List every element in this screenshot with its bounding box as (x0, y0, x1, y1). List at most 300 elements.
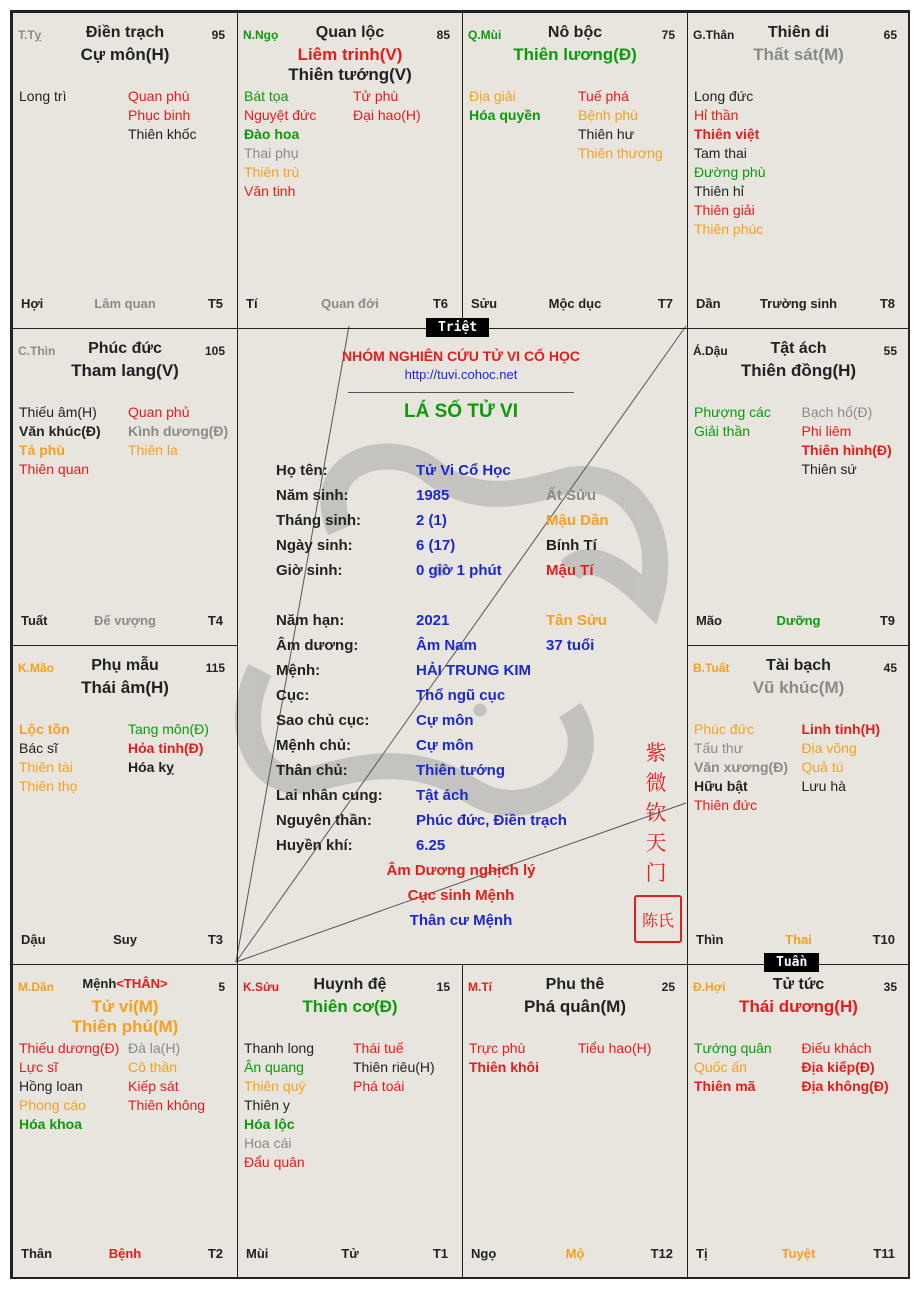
minor-star: Địa không(Đ) (801, 1078, 889, 1094)
palace-footer (238, 1246, 462, 1264)
info-extra: Mậu Dần (546, 512, 609, 529)
can-chi-label: N.Ngọ (243, 28, 279, 42)
palace-age-number: 115 (205, 661, 225, 675)
minor-star: Linh tinh(H) (801, 721, 881, 737)
palace-name (463, 976, 687, 994)
branch-label: Dậu (21, 932, 46, 947)
star-column-right (128, 1039, 231, 1134)
info-row (276, 458, 676, 483)
palace-header (688, 13, 909, 83)
minor-star: Đường phù (694, 164, 766, 180)
minor-star: Điếu khách (801, 1040, 872, 1056)
minor-star: Bạch hổ(Đ) (801, 404, 873, 420)
minor-star: Long đức (694, 88, 754, 104)
minor-star: Thiên trù (244, 164, 300, 180)
palace-header (13, 13, 237, 83)
minor-star: Lộc tồn (19, 721, 70, 737)
main-stars (13, 45, 237, 65)
branch-label: Hợi (21, 296, 44, 311)
info-label: Lai nhân cung: (276, 787, 383, 804)
info-value: Tật ách (416, 787, 469, 804)
can-chi-label: Đ.Hợi (693, 980, 726, 994)
star-column-left (694, 87, 796, 239)
minor-star: Thiếu âm(H) (19, 404, 97, 420)
main-star: Thiên lương(Đ) (513, 45, 637, 64)
palace-name-text: Phụ mẫu (91, 657, 159, 674)
main-stars (688, 361, 909, 381)
palace-footer (13, 296, 237, 314)
star-column-right (802, 1039, 904, 1096)
main-star: Thiên đồng(H) (740, 361, 857, 380)
palace-phu-mau[interactable] (12, 645, 238, 965)
center-info-panel (236, 328, 686, 964)
minor-star: Tam thai (694, 145, 747, 161)
star-column-right (802, 403, 904, 479)
palace-phu-the[interactable] (462, 964, 688, 1279)
chart-note: Âm Dương nghịch lý (386, 862, 536, 879)
can-chi-label: Q.Mùi (468, 28, 502, 42)
info-value: 6 (17) (416, 537, 456, 554)
minor-star: Thiên hình(Đ) (801, 442, 892, 458)
minor-stars (694, 87, 903, 239)
star-column-left (19, 87, 122, 144)
info-label: Nguyên thần: (276, 812, 372, 829)
info-label: Họ tên: (276, 462, 328, 479)
minor-stars (244, 1039, 456, 1172)
palace-age-number: 75 (661, 28, 675, 42)
branch-label: Dần (696, 296, 721, 311)
info-value: 6.25 (416, 837, 446, 854)
minor-stars (244, 87, 456, 201)
palace-header (463, 965, 687, 1035)
minor-stars (469, 87, 681, 163)
info-row (276, 808, 676, 833)
branch-label: Mão (696, 613, 722, 628)
palace-menh[interactable] (12, 964, 238, 1279)
main-stars (463, 45, 687, 65)
month-number: T12 (650, 1246, 673, 1261)
minor-star: Thiên y (244, 1097, 290, 1113)
minor-star: Thiên quan (19, 461, 90, 477)
group-name: NHÓM NGHIÊN CỨU TỬ VI CỔ HỌC (342, 348, 580, 364)
main-stars (688, 678, 909, 698)
info-value: 1985 (416, 487, 450, 504)
life-stage: Suy (113, 932, 137, 947)
month-number: T10 (872, 932, 895, 947)
chart-notes (236, 858, 686, 933)
chart-title: LÁ SỐ TỬ VI (404, 401, 518, 422)
palace-quan-loc[interactable] (237, 12, 463, 329)
minor-star: Thiên khốc (128, 126, 197, 142)
star-column-right (128, 720, 231, 796)
info-value: Tử Vi Cổ Học (416, 462, 511, 479)
minor-star: Phục binh (128, 107, 191, 123)
life-stage: Bệnh (108, 1246, 142, 1261)
main-star: Phá quân(M) (524, 997, 626, 1016)
minor-star: Lực sĩ (19, 1059, 58, 1075)
palace-name-text: Phu thê (545, 976, 605, 993)
info-row (276, 633, 676, 658)
palace-age-number: 5 (218, 980, 225, 994)
minor-star: Thiên sứ (801, 461, 857, 477)
triet-tag: Triệt (426, 318, 489, 337)
info-label: Huyền khí: (276, 837, 353, 854)
palace-age-number: 15 (436, 980, 450, 994)
palace-name-text: Tài bạch (766, 657, 831, 674)
month-number: T11 (873, 1246, 895, 1261)
info-extra: Ất Sửu (546, 487, 597, 504)
minor-star: Thiên hư (578, 126, 635, 142)
chart-note: Thân cư Mệnh (409, 912, 513, 929)
minor-star: Tướng quân (694, 1040, 772, 1056)
minor-star: Thiên riêu(H) (353, 1059, 435, 1075)
seal-calligraphy (636, 738, 676, 888)
minor-star: Thiên thương (578, 145, 663, 161)
branch-label: Tí (246, 296, 258, 311)
minor-star: Quả tú (801, 759, 844, 775)
palace-age-number: 35 (883, 980, 897, 994)
site-link[interactable]: http://tuvi.cohoc.net (404, 367, 518, 382)
info-row (276, 508, 676, 533)
palace-tai-bach[interactable] (687, 645, 910, 965)
life-stage: Tuyệt (781, 1246, 816, 1261)
minor-star: Hoa cái (244, 1135, 292, 1151)
minor-star: Phá toái (353, 1078, 405, 1094)
palace-name-text: Mệnh (82, 976, 117, 991)
minor-star: Thái tuế (353, 1040, 404, 1056)
month-number: T4 (207, 613, 223, 628)
palace-footer (463, 1246, 687, 1264)
seal-character: 门 (645, 861, 667, 885)
palace-age-number: 105 (204, 344, 225, 358)
info-value: Thổ ngũ cục (416, 687, 506, 704)
palace-name (13, 976, 237, 991)
minor-star: Thiên khôi (469, 1059, 539, 1075)
star-column-right (353, 87, 456, 201)
palace-header (238, 13, 462, 83)
info-label: Ngày sinh: (276, 537, 353, 554)
palace-name (688, 657, 909, 675)
info-row (276, 733, 676, 758)
star-column-right (802, 87, 904, 239)
minor-stars (694, 1039, 903, 1096)
palace-name (13, 340, 237, 358)
life-stage: Đế vượng (94, 613, 156, 628)
minor-star: Thiên thọ (19, 778, 78, 794)
minor-star: Thiên mã (694, 1078, 756, 1094)
minor-star: Địa võng (801, 740, 857, 756)
main-star: Thiên phủ(M) (71, 1017, 179, 1036)
can-chi-label: C.Thìn (18, 344, 56, 358)
minor-star: Đà la(H) (128, 1040, 181, 1056)
life-stage: Mộ (565, 1246, 585, 1261)
palace-header (688, 329, 909, 399)
palace-phuc-duc[interactable] (12, 328, 238, 646)
palace-footer (688, 613, 909, 631)
info-value: Âm Nam (416, 637, 477, 654)
minor-star: Bát tọa (244, 88, 289, 104)
can-chi-label: M.Dần (18, 980, 54, 994)
seal-character: 钦 (645, 801, 667, 825)
star-column-right (802, 720, 904, 815)
palace-footer (463, 296, 687, 314)
info-row (276, 833, 676, 858)
minor-star: Hỏa tinh(Đ) (128, 740, 204, 756)
can-chi-label: K.Mão (18, 661, 54, 675)
can-chi-label: Á.Dậu (693, 344, 728, 358)
minor-star: Đẩu quân (244, 1154, 305, 1170)
palace-header (688, 646, 909, 716)
info-row (276, 483, 676, 508)
palace-name (463, 24, 687, 42)
main-stars (688, 45, 909, 65)
minor-star: Đào hoa (244, 126, 300, 142)
minor-star: Quốc ấn (694, 1059, 747, 1075)
minor-star: Tiểu hao(H) (578, 1040, 652, 1056)
info-label: Sao chủ cục: (276, 712, 370, 729)
info-label: Mệnh chủ: (276, 737, 351, 754)
info-value: HẢI TRUNG KIM (416, 662, 531, 679)
palace-name-text: Tật ách (770, 340, 827, 357)
life-stage: Tử (341, 1246, 359, 1261)
minor-star: Văn xương(Đ) (694, 759, 788, 775)
minor-star: Phong cáo (19, 1097, 86, 1113)
palace-age-number: 25 (661, 980, 675, 994)
minor-star: Hóa kỵ (128, 759, 174, 775)
branch-label: Ngọ (471, 1246, 497, 1261)
main-stars (13, 678, 237, 698)
minor-star: Đại hao(H) (353, 107, 421, 123)
main-stars (463, 997, 687, 1017)
minor-star: Ân quang (244, 1059, 304, 1075)
main-stars (238, 997, 462, 1017)
main-star: Thái dương(H) (739, 997, 858, 1016)
star-column-right (128, 87, 231, 144)
info-label: Cục: (276, 687, 310, 704)
info-value: Cự môn (416, 737, 474, 754)
main-star: Cự môn(H) (80, 45, 170, 64)
palace-dien-trach[interactable] (12, 12, 238, 329)
minor-star: Kiếp sát (128, 1078, 179, 1094)
main-stars (13, 997, 237, 1037)
minor-star: Trực phù (469, 1040, 526, 1056)
palace-age-number: 85 (436, 28, 450, 42)
month-number: T7 (657, 296, 673, 311)
minor-star: Phúc đức (694, 721, 754, 737)
minor-stars (694, 403, 903, 479)
tuan-tag: Tuần (764, 953, 819, 972)
palace-tu-tuc[interactable] (687, 964, 910, 1279)
month-number: T1 (432, 1246, 448, 1261)
seal-stamp-text: 陈氏 (641, 910, 674, 930)
minor-star: Cô thần (128, 1059, 178, 1075)
main-star: Thái âm(H) (81, 678, 169, 697)
palace-footer (13, 613, 237, 631)
star-column-left (469, 1039, 572, 1077)
info-row (276, 758, 676, 783)
life-stage: Mộc dục (548, 296, 602, 311)
palace-huynh-de[interactable] (237, 964, 463, 1279)
main-star: Liêm trinh(V) (297, 45, 403, 64)
star-column-left (244, 1039, 347, 1172)
info-label: Âm dương: (276, 637, 359, 654)
palace-footer (13, 1246, 237, 1264)
life-stage: Lâm quan (94, 296, 156, 311)
minor-star: Tuế phá (578, 88, 629, 104)
main-star: Thất sát(M) (753, 45, 844, 64)
star-column-left (694, 720, 796, 815)
palace-name-text: Huynh đệ (313, 976, 387, 993)
minor-star: Địa giải (469, 88, 516, 104)
minor-star: Tả phù (19, 442, 65, 458)
star-column-right (128, 403, 231, 479)
info-extra: 37 tuổi (546, 637, 595, 654)
palace-footer (13, 932, 237, 950)
main-stars (688, 997, 909, 1017)
star-column-left (244, 87, 347, 201)
star-column-left (469, 87, 572, 163)
info-row (276, 533, 676, 558)
seal-character: 紫 (645, 741, 667, 765)
month-number: T3 (207, 932, 223, 947)
info-label: Thân chủ: (276, 762, 348, 779)
than-marker: <THÂN> (116, 976, 168, 991)
minor-star: Hóa lộc (244, 1116, 295, 1132)
palace-name-text: Tử tức (772, 976, 825, 993)
info-value: 2 (1) (416, 512, 447, 529)
main-stars (13, 361, 237, 381)
palace-footer (238, 296, 462, 314)
minor-star: Thiên phúc (694, 221, 764, 237)
tuvi-chart (10, 10, 910, 1279)
palace-name-text: Quan lộc (315, 24, 385, 41)
birth-info-table (276, 458, 676, 858)
star-column-right (353, 1039, 456, 1172)
info-row (276, 708, 676, 733)
minor-star: Hóa quyền (469, 107, 541, 123)
palace-name-text: Thiên di (767, 24, 830, 41)
palace-thien-di[interactable] (687, 12, 910, 329)
star-column-left (19, 720, 122, 796)
star-column-right (578, 87, 681, 163)
info-value: Thiên tướng (416, 762, 506, 779)
seal-stamp-icon (634, 895, 682, 943)
minor-star: Thiên hỉ (694, 183, 744, 199)
palace-age-number: 65 (883, 28, 897, 42)
info-label: Giờ sinh: (276, 562, 343, 579)
minor-star: Quan phủ (128, 404, 190, 420)
seal-character: 天 (645, 831, 667, 855)
branch-label: Mùi (246, 1246, 269, 1261)
info-value: Cự môn (416, 712, 474, 729)
minor-stars (19, 720, 231, 796)
main-star: Tham lang(V) (71, 361, 179, 380)
palace-tat-ach[interactable] (687, 328, 910, 646)
minor-star: Thiên tài (19, 759, 73, 775)
info-label: Mệnh: (276, 662, 321, 679)
branch-label: Tị (696, 1246, 708, 1261)
month-number: T8 (879, 296, 895, 311)
seal-character: 微 (645, 771, 667, 795)
palace-header (13, 965, 237, 1035)
minor-star: Thiếu dương(Đ) (19, 1040, 120, 1056)
info-row (276, 658, 676, 683)
palace-header (13, 646, 237, 716)
minor-star: Văn khúc(Đ) (19, 423, 101, 439)
info-extra: Tân Sửu (546, 612, 607, 629)
minor-stars (19, 403, 231, 479)
can-chi-label: G.Thân (693, 28, 735, 42)
minor-star: Nguyệt đức (244, 107, 317, 123)
palace-header (238, 965, 462, 1035)
minor-star: Thiên đức (694, 797, 758, 813)
main-star: Vũ khúc(M) (752, 678, 845, 697)
minor-star: Tấu thư (694, 740, 744, 756)
star-column-left (19, 1039, 122, 1134)
palace-header (463, 13, 687, 83)
life-stage: Trường sinh (759, 296, 838, 311)
month-number: T2 (207, 1246, 223, 1261)
info-row (276, 558, 676, 583)
branch-label: Thân (21, 1246, 53, 1261)
palace-name (13, 657, 237, 675)
minor-star: Thiên quý (244, 1078, 306, 1094)
minor-star: Hóa khoa (19, 1116, 83, 1132)
palace-header (688, 965, 909, 1035)
main-stars (238, 45, 462, 85)
info-label: Tháng sinh: (276, 512, 361, 529)
info-label: Năm sinh: (276, 487, 349, 504)
info-row (276, 583, 676, 608)
info-row (276, 683, 676, 708)
minor-star: Phượng các (694, 404, 771, 420)
minor-star: Hỉ thần (694, 107, 739, 123)
main-star: Thiên cơ(Đ) (302, 997, 398, 1016)
minor-star: Thiên giải (694, 202, 755, 218)
palace-no-boc[interactable] (462, 12, 688, 329)
palace-name (688, 340, 909, 358)
star-column-left (19, 403, 122, 479)
minor-star: Lưu hà (801, 778, 846, 794)
minor-star: Tử phù (353, 88, 399, 104)
minor-star: Địa kiếp(Đ) (801, 1059, 875, 1075)
info-row (276, 608, 676, 633)
branch-label: Sửu (471, 296, 498, 311)
month-number: T9 (879, 613, 895, 628)
info-extra: Bính Tí (546, 537, 597, 554)
palace-age-number: 55 (883, 344, 897, 358)
life-stage: Thai (785, 932, 812, 947)
palace-footer (688, 296, 909, 314)
can-chi-label: M.Tí (468, 980, 492, 994)
main-star: Thiên tướng(V) (288, 65, 412, 84)
palace-header (13, 329, 237, 399)
star-column-left (694, 1039, 796, 1096)
palace-name (688, 976, 909, 994)
minor-star: Hồng loan (19, 1078, 83, 1094)
palace-name-text: Nô bộc (547, 24, 603, 41)
minor-star: Tang môn(Đ) (128, 721, 209, 737)
minor-star: Thai phụ (244, 145, 299, 161)
can-chi-label: B.Tuất (693, 661, 730, 675)
star-column-right (578, 1039, 681, 1077)
palace-name-text: Phúc đức (88, 340, 162, 357)
chart-note: Cục sinh Mệnh (407, 887, 515, 904)
palace-footer (688, 1246, 909, 1264)
minor-star: Bác sĩ (19, 740, 58, 756)
minor-star: Thiên việt (694, 126, 760, 142)
minor-star: Phi liêm (801, 423, 852, 439)
